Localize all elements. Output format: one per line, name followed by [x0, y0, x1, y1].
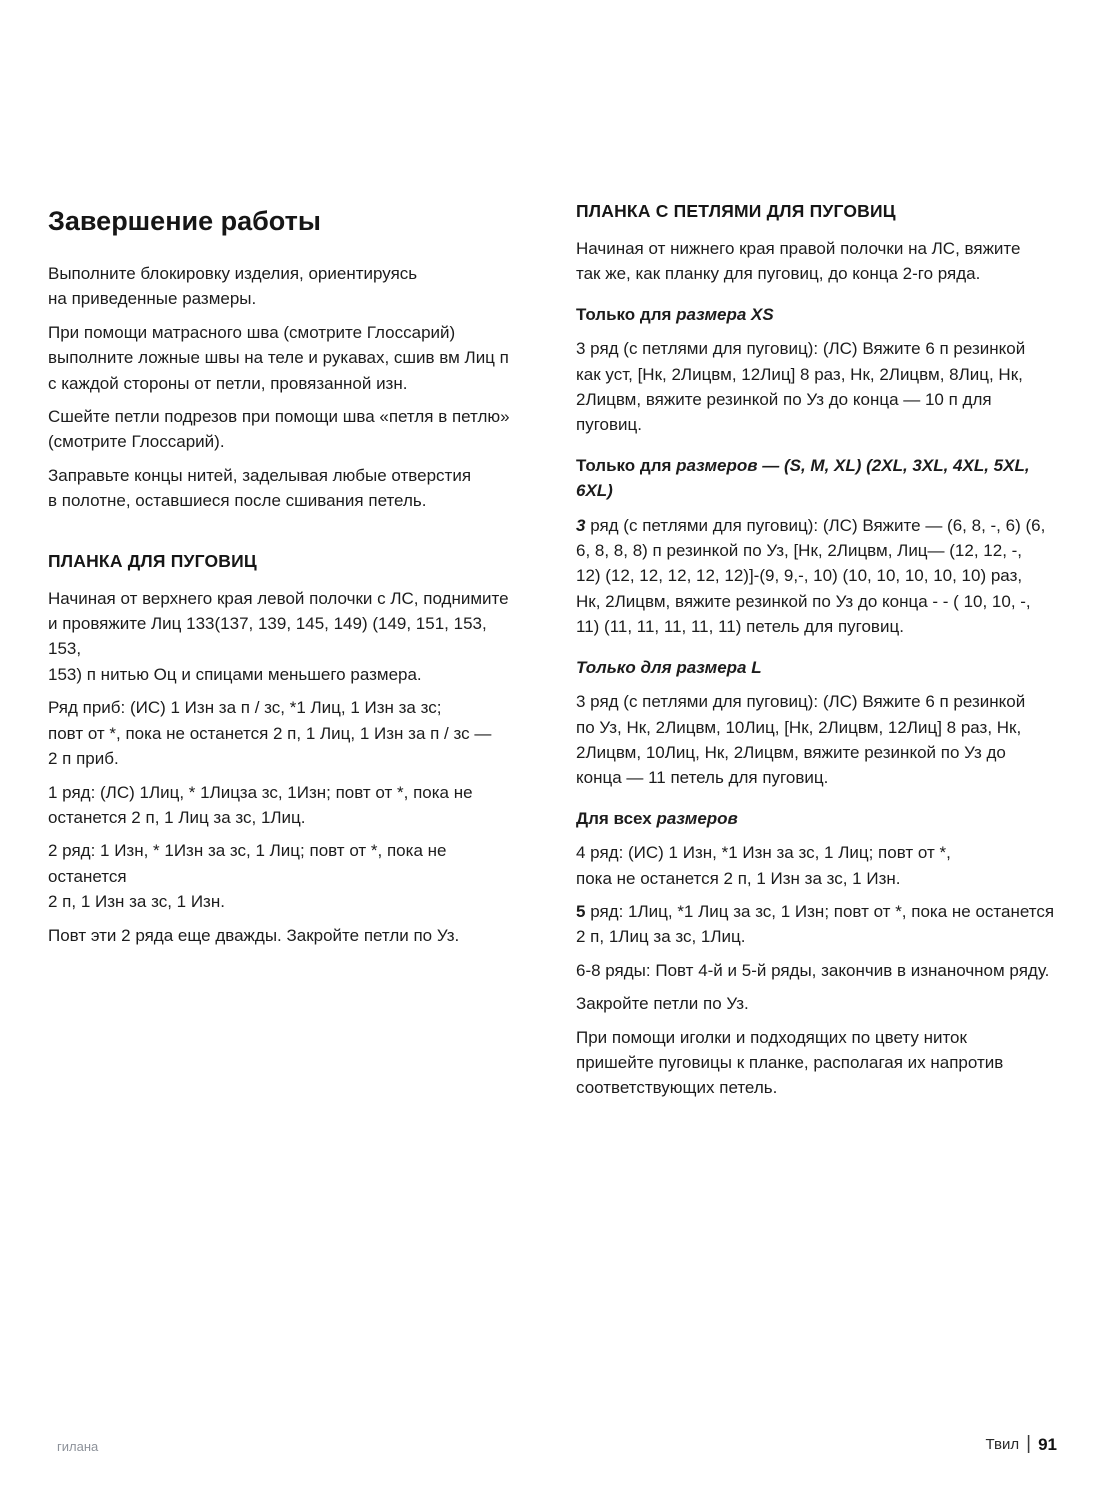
page-title: Завершение работы	[48, 206, 321, 236]
paragraph-row3-sizes	[576, 513, 1058, 640]
subheading-lead: Для всех	[576, 808, 657, 828]
paragraph-row4: 4 ряд: (ИС) 1 Изн, *1 Изн за зс, 1 Лиц; повт от *, пока не останется 2 п, 1 Изн за зс, 1 Изн.	[576, 843, 951, 888]
paragraph-mattress-seam: При помощи матрасного шва (смотрите Глоссарий) выполните ложные швы на теле и рукавах, сшив вм Лиц п с каждой стороны от петли, провязанной изн.	[48, 322, 509, 393]
section-heading-button-band: ПЛАНКА ДЛЯ ПУГОВИЦ	[48, 550, 257, 571]
row-text: ряд: 1Лиц, *1 Лиц за зс, 1 Изн; повт от *, пока не останется 2 п, 1Лиц за зс, 1Лиц.	[576, 901, 1055, 947]
paragraph-rows6-8: 6-8 ряды: Повт 4-й и 5-й ряды, закончив в изнаночном ряду.	[576, 960, 1050, 980]
paragraph-bindoff: Закройте петли по Уз.	[576, 994, 749, 1014]
paragraph-weave-ends: Заправьте концы нитей, заделывая любые отверстия в полотне, оставшиеся после сшивания петель.	[48, 465, 472, 511]
footer-title: Твил	[985, 1436, 1020, 1453]
paragraph-increase-row: Ряд приб: (ИС) 1 Изн за п / зс, *1 Лиц, 1 Изн за зс; повт от *, пока не останется 2 п, 1 Лиц, 1 Изн за п / зс — 2 п приб.	[48, 698, 492, 769]
subheading-sizes-group	[576, 453, 1058, 504]
paragraph-row3-l: 3 ряд (с петлями для пуговиц): (ЛС) Вяжите 6 п резинкой по Уз, Нк, 2Лицвм, 10Лиц, [Нк, 2Лицвм, 12Лиц] 8 раз, Нк, 2Лицвм, 10Лиц, Нк, 2Лицвм, вяжите резинкой по Уз до конца — 11 петель для пуговиц.	[576, 692, 1026, 788]
paragraph-buttonhole-intro: Начиная от нижнего края правой полочки на ЛС, вяжите так же, как планку для пуговиц, до конца 2-го ряда.	[576, 239, 1021, 284]
subheading-lead: Только для	[576, 455, 677, 475]
subheading-lead: Только для	[576, 304, 677, 324]
paragraph-sew-buttons: При помощи иголки и подходящих по цвету ниток пришейте пуговицы к планке, располагая их напротив соответствующих петель.	[576, 1027, 1004, 1098]
subheading-italic: Только для размера L	[576, 657, 762, 677]
paragraph-graft-stitches: Сшейте петли подрезов при помощи шва «петля в петлю» (смотрите Глоссарий).	[48, 407, 510, 452]
right-column	[576, 198, 1058, 1109]
paragraph-row1: 1 ряд: (ЛС) 1Лиц, * 1Лицза зс, 1Изн; повт от *, пока не останется 2 п, 1 Лиц за зс, 1Лиц.	[48, 782, 473, 827]
footer-watermark: гилана	[57, 1439, 99, 1454]
subheading-italic: размеров — (S, M, XL) (2XL, 3XL, 4XL, 5XL, 6XL)	[576, 455, 1030, 501]
subheading-italic: размера XS	[676, 304, 774, 324]
subheading-size-l	[576, 655, 1058, 680]
paragraph-repeat-bindoff: Повт эти 2 ряда еще дважды. Закройте петли по Уз.	[48, 925, 460, 945]
row-number-lead: 3	[576, 515, 586, 535]
section-heading-buttonhole-band: ПЛАНКА С ПЕТЛЯМИ ДЛЯ ПУГОВИЦ	[576, 201, 896, 221]
paragraph-row3-xs: 3 ряд (с петлями для пуговиц): (ЛС) Вяжите 6 п резинкой как уст, [Нк, 2Лицвм, 12Лиц] 8 раз, Нк, 2Лицвм, 8Лиц, Нк, 2Лицвм, вяжите резинкой по Уз до конца — 10 п для пуговиц.	[576, 339, 1026, 435]
paragraph-row5	[576, 899, 1058, 950]
subheading-size-xs	[576, 302, 1058, 327]
row-number-lead: 5	[576, 901, 586, 921]
left-column	[48, 205, 522, 956]
subheading-italic: размеров	[656, 808, 738, 828]
row-text: ряд (с петлями для пуговиц): (ЛС) Вяжите — (6, 8, -, 6) (6, 6, 8, 8, 8) п резинкой по Уз, [Нк, 2Лицвм, Лиц— (12, 12, -, 12) (12, 12, 12, 12, 12)]-(9, 9,-, 10) (10, 10, 10, 10, 10) раз, Нк, 2Лицвм, вяжите резинкой по Уз до конца - - ( 10, 10, -, 11) (11, 11, 11, 11, 11) петель для пуговиц.	[576, 515, 1046, 637]
footer-pagination	[986, 1434, 1057, 1456]
paragraph-row2: 2 ряд: 1 Изн, * 1Изн за зс, 1 Лиц; повт от *, пока не останется 2 п, 1 Изн за зс, 1 Изн.	[48, 841, 447, 912]
paragraph-pickup: Начиная от верхнего края левой полочки с ЛС, поднимите и провяжите Лиц 133(137, 139, 145, 149) (149, 151, 153, 153, 153) п нитью Оц и спицами меньшего размера.	[48, 588, 509, 684]
subheading-all-sizes	[576, 806, 1058, 831]
paragraph-blocking: Выполните блокировку изделия, ориентируясь на приведенные размеры.	[48, 264, 418, 309]
footer-separator: |	[1026, 1433, 1032, 1454]
footer-page-number: 91	[1038, 1435, 1057, 1454]
